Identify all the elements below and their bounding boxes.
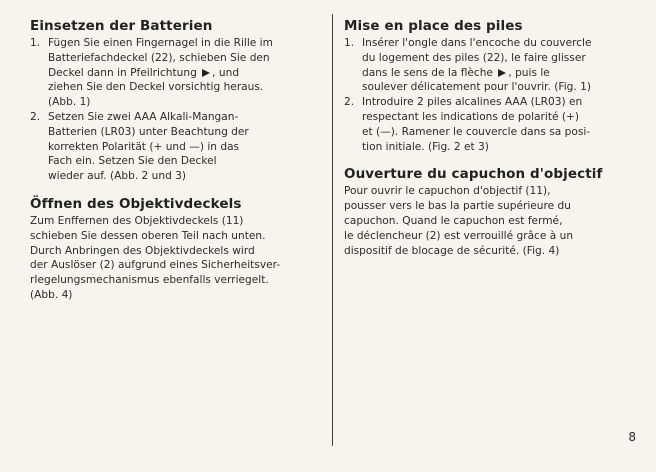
left-column-german — [30, 18, 320, 315]
text-line: soulever délicatement pour l'ouvrir. (Fig. 1) — [362, 81, 591, 94]
list-item-number: 2. — [30, 110, 41, 123]
text-line: Durch Anbringen des Objektivdeckels wird — [30, 244, 255, 257]
text-line: Introduire 2 piles alcalines AAA (LR03) en — [362, 96, 583, 109]
section-batteries-fr — [344, 18, 636, 154]
heading-lens-cap-de: Öffnen des Objektivdeckels — [30, 195, 242, 212]
list-batteries-fr — [344, 36, 636, 154]
text-line: wieder auf. (Abb. 2 und 3) — [48, 170, 187, 183]
text-line: Fügen Sie einen Fingernagel in die Rille im — [48, 37, 273, 49]
text-line: , puis le — [508, 66, 550, 79]
text-line: tion initiale. (Fig. 2 et 3) — [362, 140, 489, 153]
text-line: (Abb. 4) — [30, 288, 73, 301]
list-item-number: 2. — [344, 96, 355, 109]
right-column-french — [344, 18, 636, 270]
heading-batteries-de: Einsetzen der Batterien — [30, 18, 213, 34]
text-line: , und — [212, 66, 240, 79]
text-line: der Auslöser (2) aufgrund eines Sicherheitsver- — [30, 259, 281, 272]
text-line: pousser vers le bas la partie supérieure du — [344, 200, 571, 213]
text-line: du logement des piles (22), le faire glisser — [362, 51, 586, 64]
column-divider — [332, 14, 333, 446]
list-item — [344, 36, 636, 95]
text-line: rIegelungsmechanismus ebenfalls verriegelt. — [30, 274, 269, 287]
text-line: capuchon. Quand le capuchon est fermé, — [344, 214, 563, 227]
paragraph-lens-cap-fr — [344, 184, 636, 258]
list-item-number: 1. — [344, 37, 355, 49]
page-number: 8 — [628, 430, 636, 444]
text-line: Batterien (LR03) unter Beachtung der — [48, 125, 249, 138]
text-line: le déclencheur (2) est verrouillé grâce à un — [344, 229, 574, 242]
list-batteries-de — [30, 36, 320, 184]
text-line: korrekten Polarität (+ und —) in das — [48, 140, 240, 153]
text-line: dispositif de blocage de sécurité. (Fig. 4) — [344, 244, 560, 257]
text-line: et (—). Ramener le couvercle dans sa posi- — [362, 125, 591, 138]
arrow-right-icon — [202, 69, 210, 77]
text-line: (Abb. 1) — [48, 96, 91, 109]
text-line: Zum Enffernen des Objektivdeckels (11) — [30, 214, 244, 227]
list-item — [30, 110, 320, 184]
list-item-number: 1. — [30, 37, 41, 49]
text-line: dans le sens de la flèche — [362, 66, 493, 79]
text-line: schieben Sie dessen oberen Teil nach unten. — [30, 229, 266, 242]
text-line: respectant les indications de polarité (+) — [362, 110, 580, 123]
list-item — [344, 95, 636, 154]
paragraph-lens-cap-de — [30, 214, 320, 303]
list-item — [30, 36, 320, 110]
text-line: Deckel dann in Pfeilrichtung — [48, 66, 197, 79]
text-line: ziehen Sie den Deckel vorsichtig heraus. — [48, 81, 264, 94]
section-lens-cap-fr — [344, 166, 636, 258]
section-batteries-de — [30, 18, 320, 184]
text-line: Setzen Sie zwei AAA Alkali-Mangan- — [48, 110, 239, 123]
text-line: Pour ouvrir le capuchon d'objectif (11), — [344, 185, 551, 198]
arrow-right-icon — [498, 69, 506, 77]
heading-batteries-fr: Mise en place des piles — [344, 18, 523, 34]
text-line: Fach ein. Setzen Sie den Deckel — [48, 155, 217, 168]
text-line: Batteriefachdeckel (22), schieben Sie den — [48, 51, 270, 64]
text-line: Insérer l'ongle dans l'encoche du couvercle — [362, 37, 592, 49]
heading-lens-cap-fr: Ouverture du capuchon d'objectif — [344, 166, 603, 183]
section-lens-cap-de — [30, 196, 320, 303]
